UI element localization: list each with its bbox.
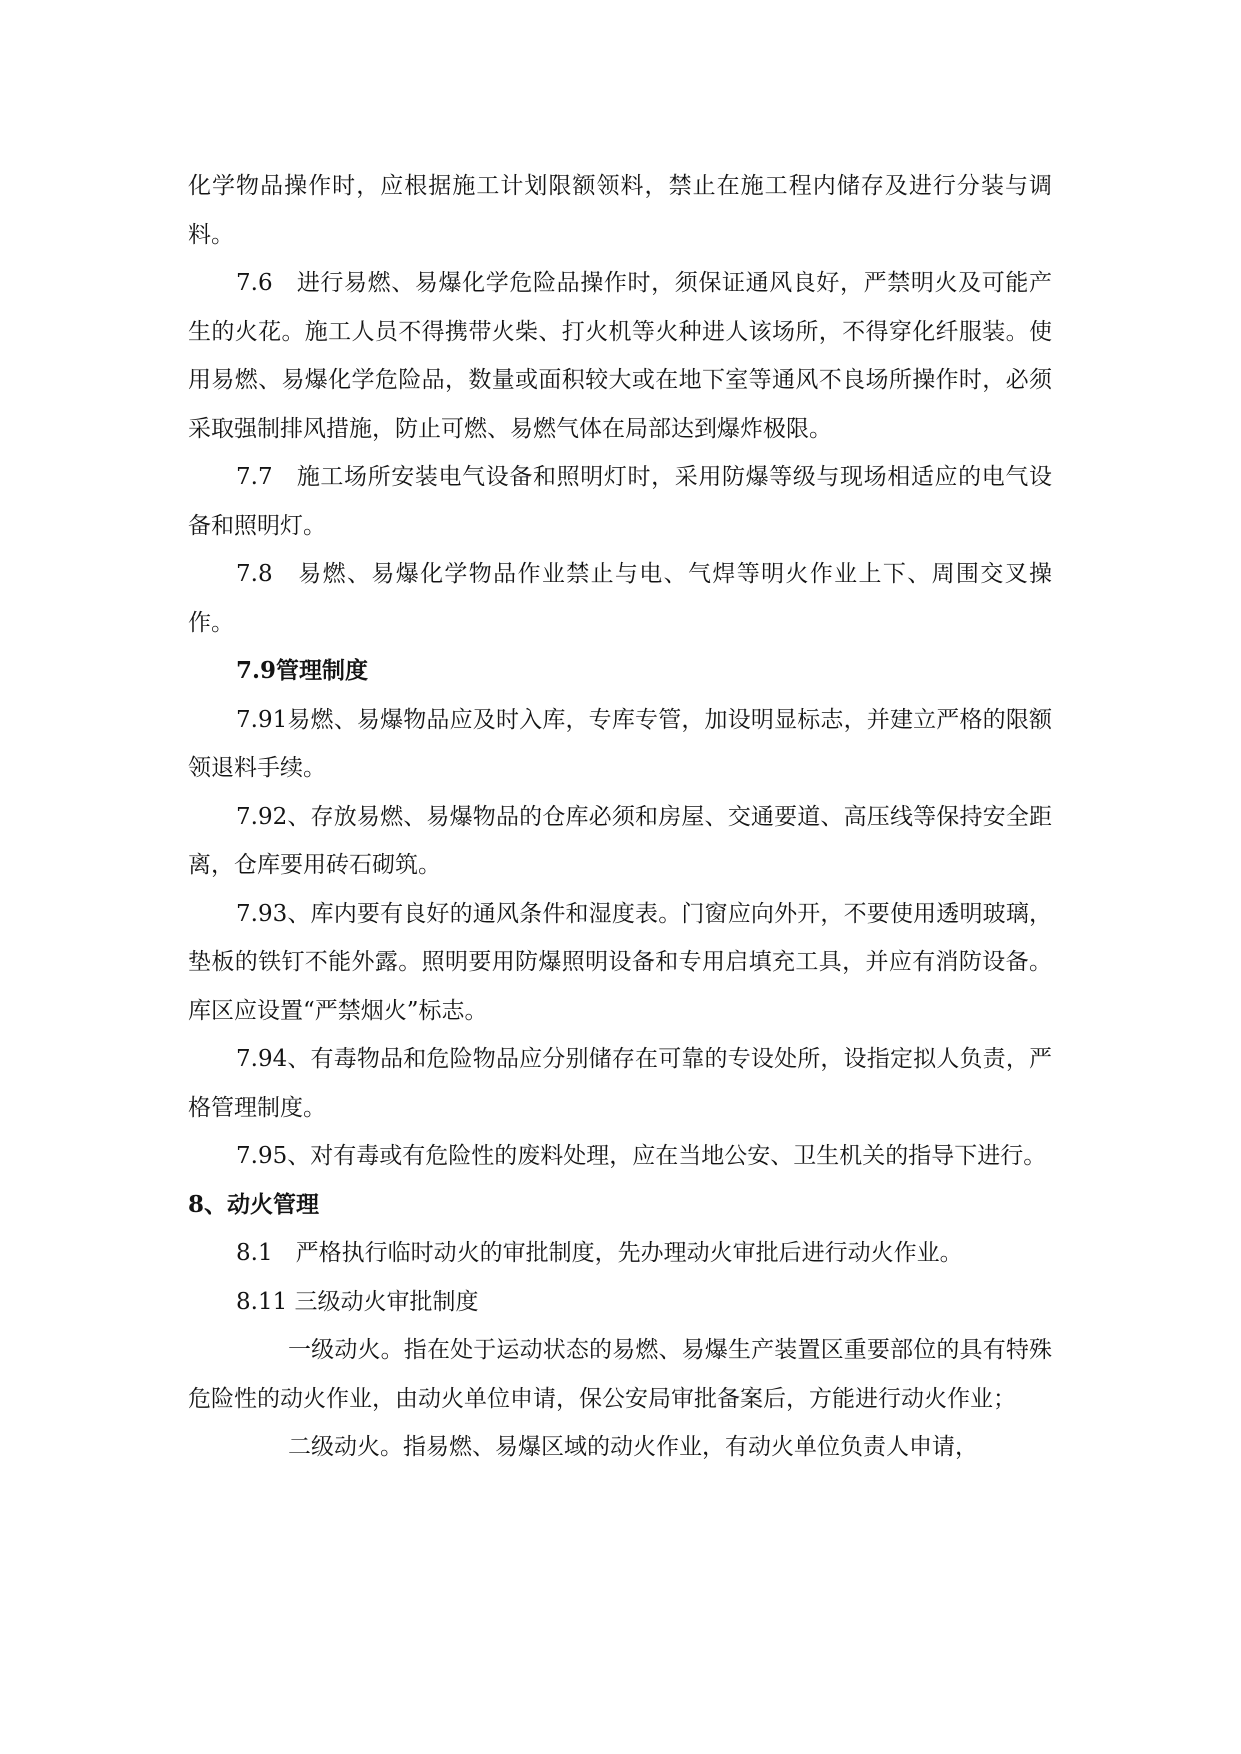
document-page: [188, 162, 1052, 1472]
paragraph-level-2-fire: 二级动火。指易燃、易爆区域的动火作业，有动火单位负责人申请，: [288, 1434, 978, 1460]
paragraph-7-92: 7.92、存放易燃、易爆物品的仓库必须和房屋、交通要道、高压线等保持安全距离，仓库要用砖石砌筑。: [188, 803, 1052, 878]
paragraph-8-11: 8.11 三级动火审批制度: [236, 1288, 479, 1315]
paragraph-7-6: 7.6 进行易燃、易爆化学危险品操作时，须保证通风良好，严禁明火及可能产生的火花。施工人员不得携带火柴、打火机等火种进人该场所，不得穿化纤服装。使用易燃、易爆化学危险品，数量或面积较大或在地下室等通风不良场所操作时，必须采取强制排风措施，防止可燃、易燃气体在局部达到爆炸极限。: [188, 270, 1052, 442]
heading-8: 8、动火管理: [188, 1190, 320, 1218]
paragraph-7-8: 7.8 易燃、易爆化学物品作业禁止与电、气焊等明火作业上下、周围交叉操作。: [188, 561, 1052, 636]
paragraph-level-1-fire: 一级动火。指在处于运动状态的易燃、易爆生产装置区重要部位的具有特殊危险性的动火作业，由动火单位申请，保公安局审批备案后，方能进行动火作业；: [188, 1337, 1052, 1412]
paragraph-7-91: 7.91易燃、易爆物品应及时入库，专库专管，加设明显标志，并建立严格的限额领退料手续。: [188, 706, 1052, 781]
heading-7-9: 7.9管理制度: [236, 657, 369, 684]
paragraph-chemical-operation-cont: 化学物品操作时，应根据施工计划限额领料，禁止在施工程内储存及进行分装与调料。: [188, 173, 1052, 248]
paragraph-8-1: 8.1 严格执行临时动火的审批制度，先办理动火审批后进行动火作业。: [236, 1240, 963, 1266]
paragraph-7-94: 7.94、有毒物品和危险物品应分别储存在可靠的专设处所，设指定拟人负责，严格管理制度。: [188, 1046, 1052, 1121]
paragraph-7-7: 7.7 施工场所安装电气设备和照明灯时，采用防爆等级与现场相适应的电气设备和照明灯。: [188, 464, 1052, 539]
paragraph-7-93: 7.93、库内要有良好的通风条件和湿度表。门窗应向外开，不要使用透明玻璃，垫板的铁钉不能外露。照明要用防爆照明设备和专用启填充工具，并应有消防设备。库区应设置“严禁烟火”标志。: [188, 900, 1052, 1024]
paragraph-7-95: 7.95、对有毒或有危险性的废料处理，应在当地公安、卫生机关的指导下进行。: [236, 1143, 1047, 1169]
